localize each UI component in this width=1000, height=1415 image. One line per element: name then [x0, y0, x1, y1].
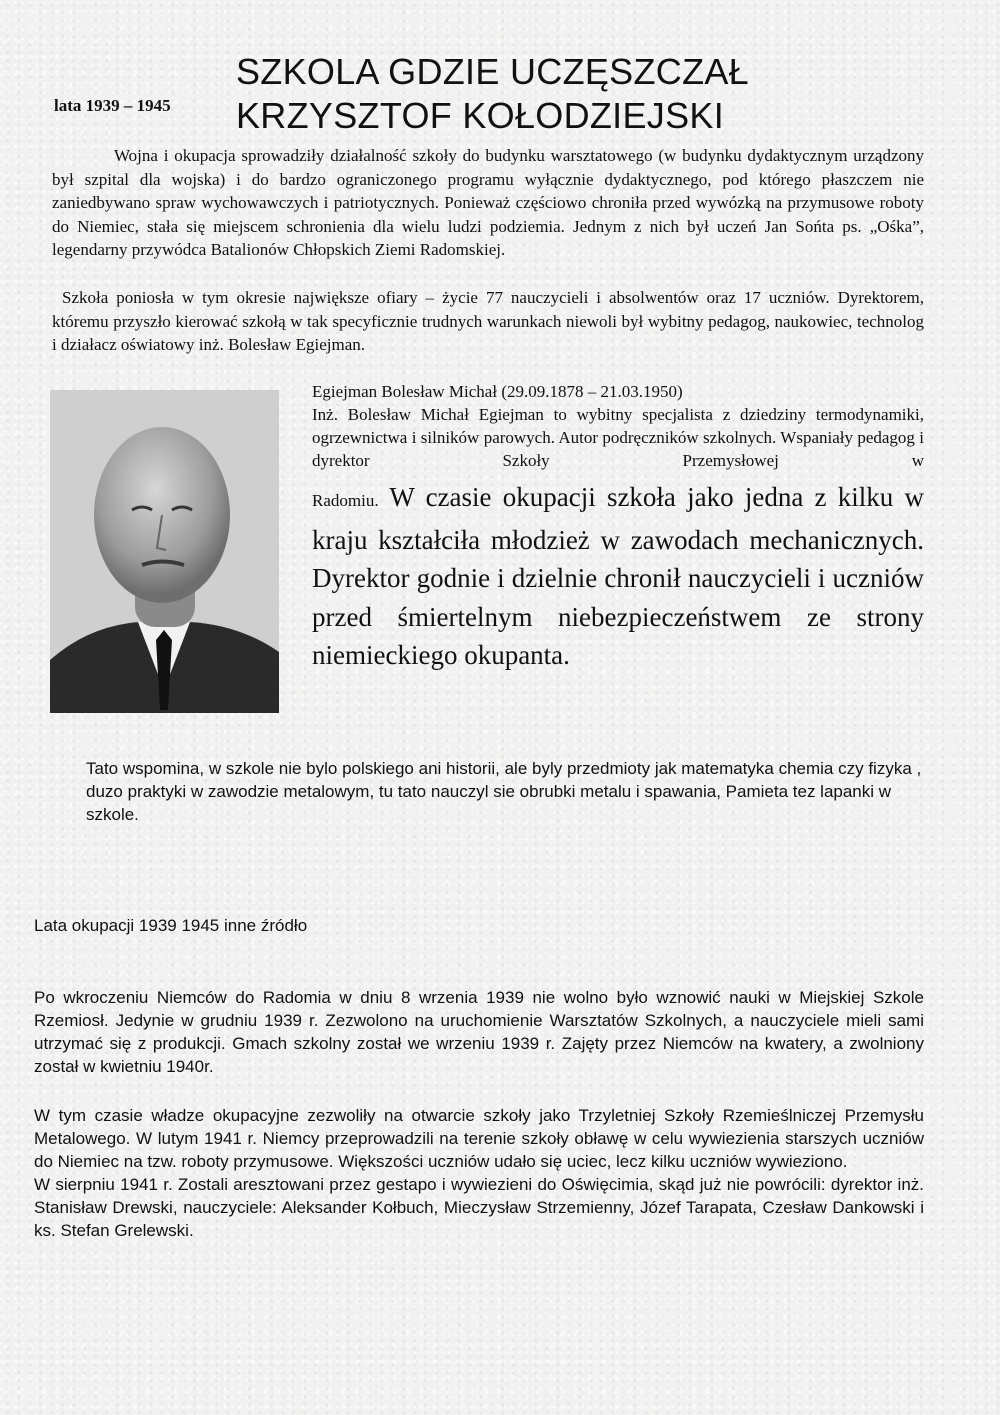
page-title-line-1: SZKOLA GDZIE UCZĘSZCZAŁ — [236, 51, 749, 92]
page-title-line-2: KRZYSZTOF KOŁODZIEJSKI — [236, 95, 725, 136]
other-source-paragraph-3: W sierpniu 1941 r. Zostali aresztowani przez gestapo i wywiezieni do Oświęcimia, skąd już nie powrócili: dyrektor inż. Stanisław Drewski, nauczyciele: Aleksander Kołbuch, Mieczysław Strzemienny, Józef Tarapata, Czesław Dankowski i ks. Stefan Grelewski. — [34, 1175, 924, 1240]
biography-heading: Egiejman Bolesław Michał (29.09.1878 – 21.03.1950) — [312, 382, 683, 401]
biography-text-small: Inż. Bolesław Michał Egiejman to wybitny specjalista z dziedziny termodynamiki, ogrzewnictwa i silników parowych. Autor podręczników szkolnych. Wspaniały pedagog i dyrektor Szkoły Przemysłowej w — [312, 405, 924, 470]
years-label: lata 1939 – 1945 — [54, 96, 171, 115]
other-source-paragraph-2 — [34, 1104, 924, 1242]
intro-paragraph-2: Szkoła poniosła w tym okresie największe ofiary – życie 77 nauczycieli i absolwentów oraz 17 uczniów. Dyrektorem, któremu przyszło kierować szkołą w tak specyficznie trudnych warunkach niewoli był wybitny pedagog, naukowiec, technolog i działacz oświatowy inż. Bolesław Egiejman. — [52, 288, 924, 354]
page-title — [236, 50, 749, 138]
intro-paragraph-1: Wojna i okupacja sprowadziły działalność szkoły do budynku warsztatowego (w budynku dydaktycznym urządzony był szpital dla wojska) i do bardzo ograniczonego programu wyłącznie dydaktycznego, pod którego płaszczem nie zaniedbywano spraw wychowawczych i patriotycznych. Ponieważ częściowo chroniła przed wywózką na przymusowe roboty do Niemiec, stała się miejscem schronienia dla wielu ludzi podziemia. Jednym z nich był uczeń Jan Sońta ps. „Ośka”, legendarny przywódca Batalionów Chłopskich Ziemi Radomskiej. — [52, 146, 924, 259]
biography-city: Radomiu. — [312, 491, 379, 510]
biography-occupation-text: W czasie okupacji szkoła jako jedna z kilku w kraju kształciła młodzież w zawodach mechanicznych. Dyrektor godnie i dzielnie chronił nauczycieli i uczniów przed śmiertelnym niebezpieczeństwem ze strony niemieckiego okupanta. — [312, 482, 925, 670]
biography-text-large — [312, 478, 924, 675]
memory-note: Tato wspomina, w szkole nie bylo polskiego ani historii, ale byly przedmioty jak matematyka chemia czy fizyka , duzo praktyki w zawodzie metalowym, tu tato nauczyl sie obrubki metalu i spawania, Pamieta tez lapanki w szkole. — [86, 759, 922, 824]
other-source-paragraph-2a: W tym czasie władze okupacyjne zezwoliły na otwarcie szkoły jako Trzyletniej Szkoły Rzemieślniczej Przemysłu Metalowego. W lutym 1941 r. Niemcy przeprowadzili na terenie szkoły obławę w celu wywiezienia starszych uczniów do Niemiec na tzw. roboty przymusowe. Większości uczniów udało się uciec, lecz kilku uczniów wywieziono. — [34, 1106, 924, 1171]
other-source-paragraph-1: Po wkroczeniu Niemców do Radomia w dniu 8 wrzenia 1939 nie wolno było wznowić nauki w Miejskiej Szkole Rzemiosł. Jedynie w grudniu 1939 r. Zezwolono na uruchomienie Warsztatów Szkolnych, a nauczyciele mieli sami utrzymać się z produkcji. Gmach szkolny został we wrzeniu 1939 r. Zajęty przez Niemców na kwatery, a zwolniony został w kwietniu 1940r. — [34, 988, 924, 1076]
other-source-heading: Lata okupacji 1939 1945 inne źródło — [34, 916, 308, 935]
portrait-illustration — [50, 390, 279, 713]
portrait-photo — [50, 390, 279, 713]
